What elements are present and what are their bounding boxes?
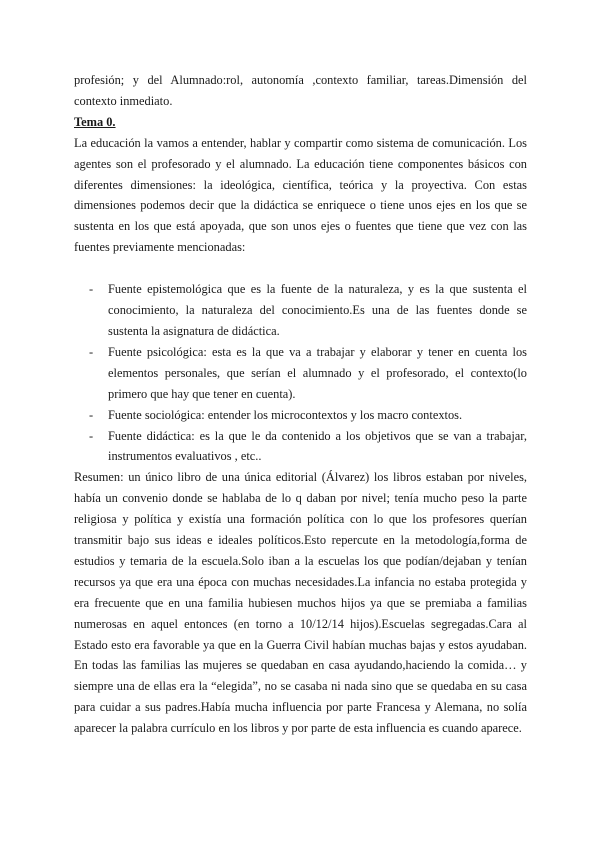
list-item-didactica <box>74 426 527 468</box>
list-item-sociologica <box>74 405 527 426</box>
summary-paragraph: Resumen: un único libro de una única editorial (Álvarez) los libros estaban por niveles, había un convenio donde se hablaba de lo q daban por nivel; tenía mucho peso la parte religiosa y política y existía una formación política con lo que los profesores querían transmitir bajo sus ideas e ideales políticos.Esto repercute en la metodología,forma de estudios y temaria de la escuela.Solo iban a la escuelas los que podían/dejaban y tenían recursos ya que era una época con muchas necesidades.La infancia no estaba protegida y era frecuente que en una familia hubiesen muchos hijos ya que se premiaba a familias numerosas en aquel entonces (en torno a 10/12/14 hijos).Escuelas segregadas.Cara al Estado esto era favorable ya que en la Guerra Civil habían muchas bajas y estos ayudaban. En todas las familias las mujeres se quedaban en casa ayudando,haciendo la comida… y siempre una de ellas era la “elegida”, no se casaba ni nada sino que se quedaba en su casa para cuidar a sus padres.Había mucha influencia por parte Francesa y Alemana, no solía aparecer la palabra currículo en los libros y por parte de esta influencia es cuando aparece. <box>74 470 527 736</box>
intro-paragraph: profesión; y del Alumnado:rol, autonomía ,contexto familiar, tareas.Dimensión del contexto inmediato. <box>74 73 527 108</box>
list-item-text: Fuente sociológica: entender los microcontextos y los macro contextos. <box>108 407 463 422</box>
dash-bullet: - <box>89 407 94 422</box>
paragraph-spacer <box>74 258 527 279</box>
list-item-epistemologica <box>74 279 527 342</box>
section-heading: Tema 0. <box>74 114 116 129</box>
paragraph-education: La educación la vamos a entender, hablar y compartir como sistema de comunicación. Los agentes son el profesorado y el alumnado. La educación tiene componentes básicos con diferentes dimensiones: la ideológica, científica, teórica y la proyectiva. Con estas dimensiones podemos decir que la didáctica se enriquece o tiene unos ejes en los que se sustenta en los que está apoyada, que son unos ejes o fuentes que tiene que vez con las fuentes previamente mencionadas: <box>74 135 527 255</box>
list-item-psicologica <box>74 342 527 405</box>
sources-list <box>74 279 527 467</box>
document-body <box>74 70 527 739</box>
dash-bullet: - <box>89 282 94 297</box>
list-item-text: Fuente epistemológica que es la fuente de la naturaleza, y es la que sustenta el conocimiento, la naturaleza del conocimiento.Es una de las fuentes donde se sustenta la asignatura de didáctica. <box>108 282 527 338</box>
list-item-text: Fuente didáctica: es la que le da contenido a los objetivos que se van a trabajar, instrumentos evaluativos , etc.. <box>108 428 527 464</box>
list-item-text: Fuente psicológica: esta es la que va a trabajar y elaborar y tener en cuenta los elementos personales, que serían el alumnado y el profesorado, el contexto(lo primero que hay que tener en cuenta). <box>108 344 527 401</box>
dash-bullet: - <box>89 428 94 443</box>
dash-bullet: - <box>89 344 94 359</box>
